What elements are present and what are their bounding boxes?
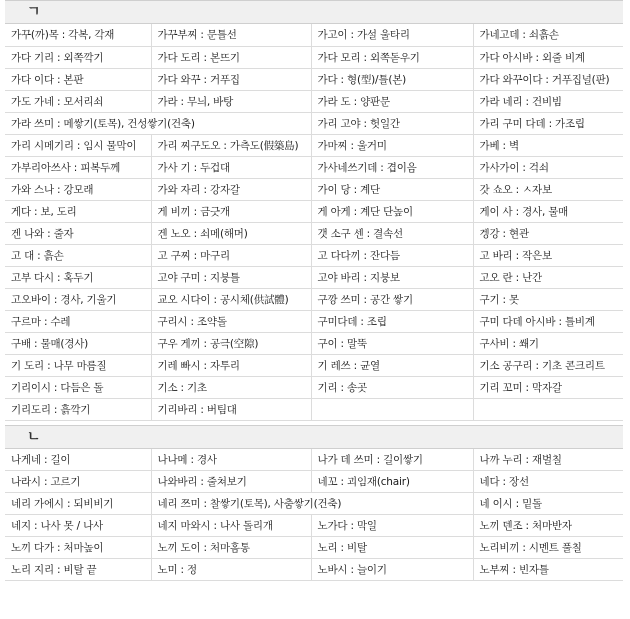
- table-row: [5, 178, 623, 200]
- table-row: [5, 244, 623, 266]
- term-cell: 고야 구미 : 지붕틀: [151, 266, 311, 288]
- term-cell: 나나메 : 경사: [151, 449, 311, 471]
- term-cell: 가사네쓰기데 : 겹이음: [311, 156, 473, 178]
- term-cell: 기리바리 : 버팀대: [151, 398, 311, 420]
- term-cell: 노끼 다가 : 처마높이: [5, 537, 151, 559]
- term-cell: 가꾸(까)목 : 각복, 각재: [5, 24, 151, 46]
- table-row: [5, 24, 623, 46]
- table-row: [5, 559, 623, 581]
- term-cell: 게 비끼 : 금긋개: [151, 200, 311, 222]
- term-cell: 게이 사 : 경사, 물매: [473, 200, 623, 222]
- term-cell: 노리 : 비탈: [311, 537, 473, 559]
- term-cell: 네지 마와시 : 나사 돌리개: [151, 515, 311, 537]
- term-cell: 가라 네리 : 건비빔: [473, 90, 623, 112]
- term-cell: 가다 아시바 : 외줄 비계: [473, 46, 623, 68]
- term-cell: 가다 와꾸 : 거푸집: [151, 68, 311, 90]
- term-cell: 고야 바리 : 지붕보: [311, 266, 473, 288]
- term-cell: 가와 자리 : 강자갈: [151, 178, 311, 200]
- term-cell: 가도 가네 : 모서리쇠: [5, 90, 151, 112]
- table-row: [5, 398, 623, 420]
- term-cell: 가고이 : 가설 울타리: [311, 24, 473, 46]
- table-row: [5, 90, 623, 112]
- table-row: [5, 332, 623, 354]
- term-cell: 기 레쓰 : 균열: [311, 354, 473, 376]
- table-row: [5, 493, 623, 515]
- term-cell: 겐 노오 : 쇠메(해머): [151, 222, 311, 244]
- table-row: [5, 449, 623, 471]
- term-cell: 가라 : 무늬, 바탕: [151, 90, 311, 112]
- term-cell: 고 대 : 흙손: [5, 244, 151, 266]
- term-cell: [473, 398, 623, 420]
- term-cell: 구리시 : 조약돌: [151, 310, 311, 332]
- term-cell: 가네고데 : 쇠흙손: [473, 24, 623, 46]
- section-header-label: ㄴ: [27, 428, 41, 445]
- term-cell: 가다 도리 : 본뜨기: [151, 46, 311, 68]
- term-cell: 고부 다시 : 혹두기: [5, 266, 151, 288]
- term-cell: 가라 쓰미 : 메쌓기(토목), 건성쌓기(건축): [5, 112, 311, 134]
- table-row: [5, 46, 623, 68]
- term-cell: 가다 : 형(型)/틀(본): [311, 68, 473, 90]
- term-cell: 기리이시 : 다듬은 돌: [5, 376, 151, 398]
- term-cell: 기리 : 송곳: [311, 376, 473, 398]
- term-cell: 네리 쯔미 : 찰쌓기(토목), 사춤쌓기(건축): [151, 493, 473, 515]
- term-cell: 나가 데 쓰미 : 길이쌓기: [311, 449, 473, 471]
- term-cell: 노리비끼 : 시멘트 풀칠: [473, 537, 623, 559]
- term-cell: 겡강 : 현관: [473, 222, 623, 244]
- table-row: [5, 537, 623, 559]
- term-cell: 나라시 : 고르기: [5, 471, 151, 493]
- term-cell: 나까 누리 : 재벌칠: [473, 449, 623, 471]
- term-cell: [311, 398, 473, 420]
- term-cell: 기 도리 : 나무 마름질: [5, 354, 151, 376]
- term-cell: 구르마 : 수레: [5, 310, 151, 332]
- term-cell: 가리 고야 : 헛일간: [311, 112, 473, 134]
- term-cell: 기소 공구리 : 기초 콘크리트: [473, 354, 623, 376]
- term-cell: 기리 꼬미 : 막자갈: [473, 376, 623, 398]
- term-cell: 노끼 덴조 : 처마반자: [473, 515, 623, 537]
- term-cell: 게 아게 : 계단 단높이: [311, 200, 473, 222]
- term-cell: 고 다다끼 : 잔다듬: [311, 244, 473, 266]
- term-cell: 구이 : 말뚝: [311, 332, 473, 354]
- term-cell: 가다 모리 : 외쪽돋우기: [311, 46, 473, 68]
- table-row: [5, 288, 623, 310]
- term-cell: 가사 기 : 두겁대: [151, 156, 311, 178]
- term-cell: 가리 구미 다데 : 가조립: [473, 112, 623, 134]
- term-cell: 가와 스나 : 강모래: [5, 178, 151, 200]
- term-cell: 기레 빠시 : 자투리: [151, 354, 311, 376]
- table-row: [5, 134, 623, 156]
- table-row: [5, 515, 623, 537]
- term-table: [5, 24, 623, 421]
- term-cell: 노리 지리 : 비탈 끝: [5, 559, 151, 581]
- table-row: [5, 222, 623, 244]
- term-cell: 고 구찌 : 마구리: [151, 244, 311, 266]
- term-cell: 기소 : 기초: [151, 376, 311, 398]
- term-cell: 가리 찌구도오 : 가측도(假築島): [151, 134, 311, 156]
- section-header-label: ㄱ: [27, 4, 41, 20]
- term-cell: 가리 시메기리 : 임시 물막이: [5, 134, 151, 156]
- table-row: [5, 471, 623, 493]
- term-cell: 가사가이 : 걱쇠: [473, 156, 623, 178]
- term-cell: 가베 : 벽: [473, 134, 623, 156]
- term-cell: 가다 기리 : 외쪽깍기: [5, 46, 151, 68]
- section-header: [5, 425, 623, 449]
- term-cell: 구사비 : 쐐기: [473, 332, 623, 354]
- term-cell: 노끼 도이 : 처마홈통: [151, 537, 311, 559]
- term-cell: 네리 가에시 : 되비비기: [5, 493, 151, 515]
- term-table: [5, 449, 623, 582]
- term-cell: 고오 란 : 난간: [473, 266, 623, 288]
- glossary-sheet: [5, 0, 623, 581]
- term-cell: 노바시 : 늘이기: [311, 559, 473, 581]
- term-cell: 나와바리 : 줄쳐보기: [151, 471, 311, 493]
- term-cell: 고오바이 : 경사, 기울기: [5, 288, 151, 310]
- table-row: [5, 112, 623, 134]
- term-cell: 가라 도 : 양판문: [311, 90, 473, 112]
- term-cell: 겐 나와 : 줄자: [5, 222, 151, 244]
- term-cell: 구미 다데 아시바 : 틀비계: [473, 310, 623, 332]
- term-cell: 가다 와꾸이다 : 거푸집널(판): [473, 68, 623, 90]
- term-cell: 노부찌 : 빈자틀: [473, 559, 623, 581]
- term-cell: 구기 : 못: [473, 288, 623, 310]
- table-row: [5, 354, 623, 376]
- term-cell: 가꾸부찌 : 문틀선: [151, 24, 311, 46]
- term-cell: 기리도리 : 흙깍기: [5, 398, 151, 420]
- term-cell: 갯 소구 센 : 결속선: [311, 222, 473, 244]
- term-cell: 게다 : 보, 도리: [5, 200, 151, 222]
- term-cell: 갓 쇼오 : ㅅ자보: [473, 178, 623, 200]
- term-cell: 가마찌 : 울거미: [311, 134, 473, 156]
- term-cell: 네 이시 : 밑돌: [473, 493, 623, 515]
- term-cell: 가다 이다 : 본판: [5, 68, 151, 90]
- table-row: [5, 310, 623, 332]
- term-cell: 노미 : 정: [151, 559, 311, 581]
- term-cell: 교오 시다이 : 공시체(供試體): [151, 288, 311, 310]
- term-cell: 가이 당 : 계단: [311, 178, 473, 200]
- table-row: [5, 156, 623, 178]
- table-row: [5, 266, 623, 288]
- term-cell: 나게네 : 길이: [5, 449, 151, 471]
- term-cell: 가부리아쓰사 : 피복두께: [5, 156, 151, 178]
- term-cell: 네다 : 장선: [473, 471, 623, 493]
- term-cell: 구미다데 : 조립: [311, 310, 473, 332]
- term-cell: 노가다 : 막일: [311, 515, 473, 537]
- term-cell: 구배 : 물매(경사): [5, 332, 151, 354]
- term-cell: 고 바리 : 작은보: [473, 244, 623, 266]
- term-cell: 네지 : 나사 못 / 나사: [5, 515, 151, 537]
- table-row: [5, 200, 623, 222]
- term-cell: 구깡 쓰미 : 공간 쌓기: [311, 288, 473, 310]
- table-row: [5, 68, 623, 90]
- section-header: [5, 0, 623, 24]
- term-cell: 구우 게끼 : 공극(空隙): [151, 332, 311, 354]
- term-cell: 네꼬 : 괴임재(chair): [311, 471, 473, 493]
- table-row: [5, 376, 623, 398]
